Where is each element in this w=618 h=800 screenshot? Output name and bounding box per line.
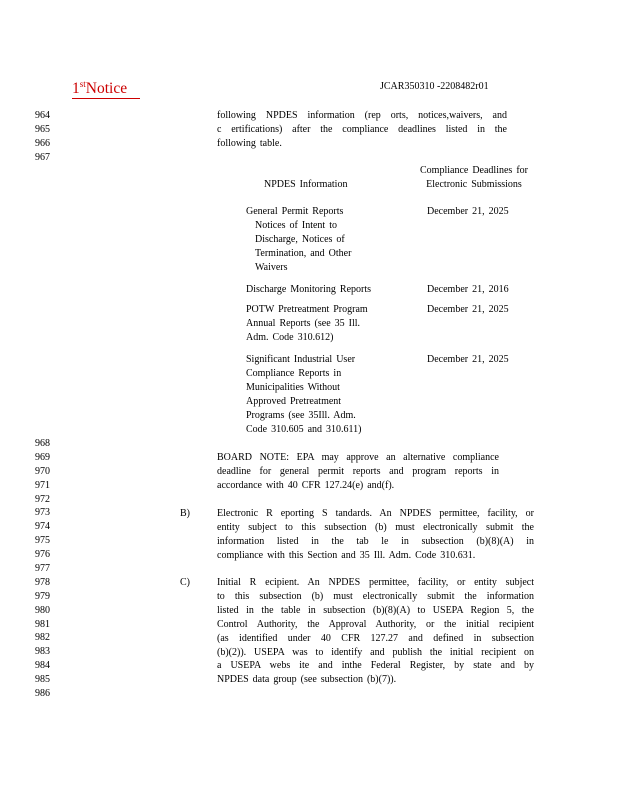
text-line: deadline for general permit reports and program reports in: [217, 465, 499, 477]
text-line: BOARD NOTE: EPA may approve an alternative compliance: [217, 452, 499, 463]
cell-line: Approved Pretreatment: [246, 395, 342, 407]
text-line: Initial R ecipient. An NPDES permittee, facility, or entity subject: [217, 577, 534, 588]
line-number: 978: [35, 576, 50, 588]
line-number: 974: [35, 521, 50, 533]
notice-heading: [72, 75, 140, 99]
cell-line: Adm. Code 310.612): [246, 331, 334, 343]
text-line: to this subsection (b) must electronically submit the information: [217, 590, 534, 602]
line-number: 964: [35, 110, 50, 121]
text-line: following NPDES information (rep orts, notices,waivers, and: [217, 110, 507, 121]
text-line: following table.: [217, 137, 282, 149]
notice-ordinal-suffix: st: [79, 79, 86, 89]
line-number: 983: [35, 646, 50, 658]
line-number: 968: [35, 438, 50, 449]
cell-line: Compliance Reports in: [246, 367, 342, 379]
cell-line: Termination, and Other: [255, 247, 352, 259]
line-number: 966: [35, 137, 50, 149]
cell-line: Programs (see 35Ill. Adm.: [246, 409, 356, 421]
text-line: NPDES data group (see subsection (b)(7)).: [217, 674, 397, 686]
cell-line: Code 310.605 and 310.611): [246, 423, 362, 435]
line-number-gutter: [35, 109, 65, 165]
table-row-3-information: [246, 303, 392, 345]
line-number: 979: [35, 590, 50, 602]
line-number: 981: [35, 618, 50, 630]
line-number: 982: [35, 632, 50, 644]
subsection-label-b: B): [180, 508, 190, 519]
table-row-1-deadline: December 21, 2025: [427, 206, 509, 217]
line-number: 985: [35, 674, 50, 686]
table-row-4-deadline: December 21, 2025: [427, 354, 509, 365]
line-number: 984: [35, 660, 50, 672]
text-line: accordance with 40 CFR 127.24(e) and(f).: [217, 479, 395, 491]
document-id: JCAR350310 -2208482r01: [380, 81, 489, 92]
text-line: compliance with this Section and 35 Ill. Adm. Code 310.631.: [217, 549, 476, 561]
line-number: 976: [35, 549, 50, 561]
line-number: 965: [35, 123, 50, 135]
line-number: 972: [35, 493, 50, 505]
text-line: (b)(2)). USEPA was to identify and publish the initial recipient on: [217, 646, 534, 658]
cell-line: Significant Industrial User: [246, 354, 356, 365]
line-number: 977: [35, 563, 50, 575]
line-number: 967: [35, 151, 50, 163]
line-number: 986: [35, 688, 50, 700]
header-line: Electronic Submissions: [426, 178, 522, 190]
line-number: 975: [35, 535, 50, 547]
cell-line: POTW Pretreatment Program: [246, 304, 368, 315]
table-row-1-information: [246, 205, 392, 275]
subsection-label-c: C): [180, 577, 190, 588]
cell-line: Notices of Intent to: [255, 219, 337, 231]
line-number: 970: [35, 465, 50, 477]
intro-paragraph: [217, 109, 507, 151]
line-number: 971: [35, 479, 50, 491]
header-line: Compliance Deadlines for: [420, 165, 528, 176]
subsection-b-paragraph: [217, 507, 534, 563]
cell-line: Annual Reports (see 35 Ill.: [246, 317, 361, 329]
text-line: (as identified under 40 CFR 127.27 and defined in subsection: [217, 632, 534, 644]
cell-line: General Permit Reports: [246, 206, 344, 217]
text-line: Control Authority, the Approval Authority, or the initial recipient: [217, 618, 534, 630]
table-row-2-deadline: December 21, 2016: [427, 284, 509, 295]
subsection-c-paragraph: [217, 576, 534, 687]
table-row-3-deadline: December 21, 2025: [427, 304, 509, 315]
line-number: 973: [35, 507, 50, 519]
text-line: a USEPA webs ite and inthe Federal Register, by state and by: [217, 660, 534, 672]
text-line: information listed in the tab le in subsection (b)(8)(A) in: [217, 535, 534, 547]
cell-line: Discharge Monitoring Reports: [246, 284, 372, 295]
table-row-2-information: [246, 283, 392, 297]
line-number: 969: [35, 451, 50, 463]
text-line: listed in the table in subsection (b)(8)(A) to USEPA Region 5, the: [217, 604, 534, 616]
cell-line: Waivers: [255, 261, 288, 273]
notice-word: Notice: [85, 80, 128, 98]
text-line: c ertifications) after the compliance deadlines listed in the: [217, 123, 507, 135]
table-header-compliance-deadlines: [410, 164, 538, 192]
text-line: entity subject to this subsection (b) must electronically submit the: [217, 521, 534, 533]
table-header-npdes-information: NPDES Information: [264, 179, 348, 190]
cell-line: Discharge, Notices of: [255, 233, 345, 245]
notice-number: 1: [72, 80, 80, 98]
line-number-gutter: [35, 437, 65, 701]
table-row-4-information: [246, 353, 392, 436]
text-line: Electronic R eporting S tandards. An NPDES permittee, facility, or: [217, 508, 534, 519]
board-note: [217, 451, 499, 493]
line-number: 980: [35, 604, 50, 616]
cell-line: Municipalities Without: [246, 381, 340, 393]
